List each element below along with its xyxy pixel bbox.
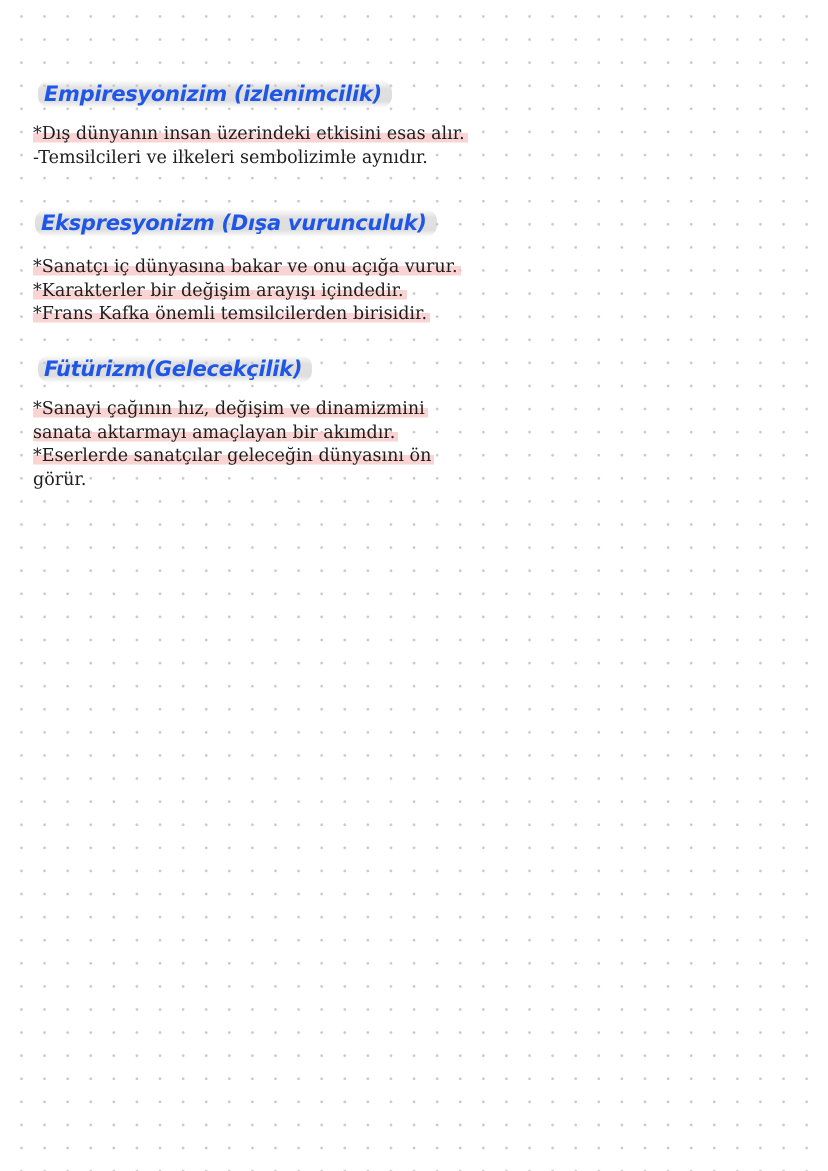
highlighted-text: *Sanayi çağının hız, değişim ve dinamizmini xyxy=(33,399,428,419)
highlighted-text: *Frans Kafka önemli temsilcilerden birisidir. xyxy=(33,304,430,324)
text-line xyxy=(33,303,461,327)
highlighted-text: sanata aktarmayı amaçlayan bir akımdır. xyxy=(33,423,398,443)
heading-futurism: Fütürizm(Gelecekçilik) xyxy=(38,355,312,383)
text-line: -Temsilcileri ve ilkeleri sembolizimle aynıdır. xyxy=(33,147,428,168)
text-line xyxy=(33,422,434,446)
heading-expressionism: Ekspresyonizm (Dışa vurunculuk) xyxy=(35,209,437,237)
text-line xyxy=(33,398,434,422)
highlighted-text: *Dış dünyanın insan üzerindeki etkisini esas alır. xyxy=(33,124,468,144)
section-futurism-body xyxy=(33,398,434,492)
heading-impressionism: Empiresyonizim (izlenimcilik) xyxy=(38,80,392,108)
section-impressionism-body xyxy=(33,123,468,170)
text-line xyxy=(33,280,461,304)
text-line: görür. xyxy=(33,469,87,490)
highlighted-text: *Sanatçı iç dünyasına bakar ve onu açığa vurur. xyxy=(33,257,461,277)
highlighted-text: *Eserlerde sanatçılar geleceğin dünyasını ön xyxy=(33,446,434,466)
text-line xyxy=(33,256,461,280)
highlighted-text: *Karakterler bir değişim arayışı içindedir. xyxy=(33,281,407,301)
text-line xyxy=(33,445,434,469)
section-expressionism-body xyxy=(33,256,461,327)
text-line xyxy=(33,123,468,147)
